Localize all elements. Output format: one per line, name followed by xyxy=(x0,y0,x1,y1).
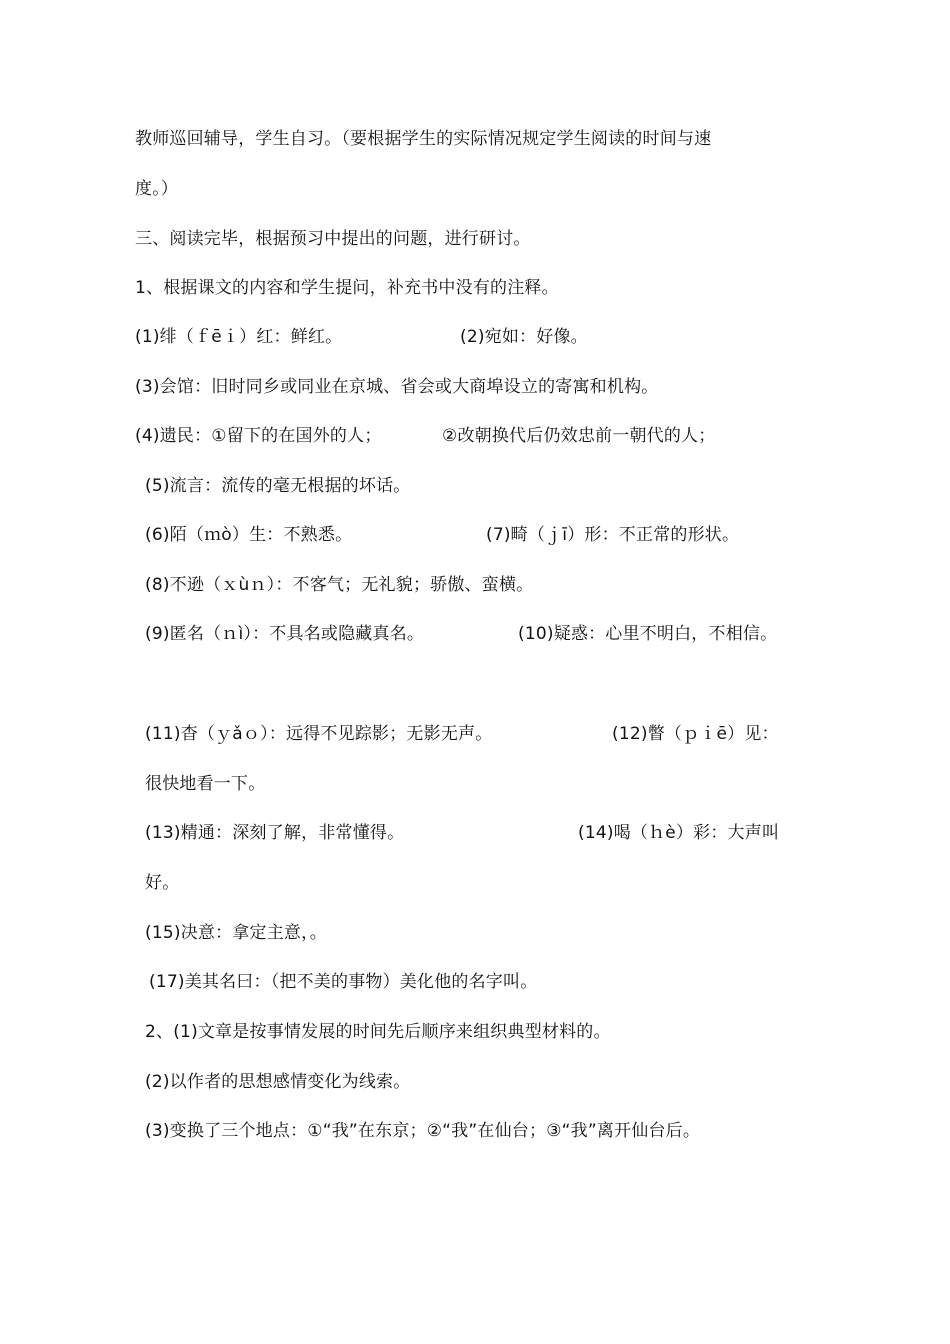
annotation-item: (9)匿名（ｎì）：不具名或隐藏真名。 xyxy=(145,624,425,644)
section-heading: 三、阅读完毕，根据预习中提出的问题，进行研讨。 xyxy=(135,229,531,249)
annotation-item: (3)会馆：旧时同乡或同业在京城、省会或大商埠设立的寄寓和机构。 xyxy=(135,377,659,397)
annotation-item: (10)疑惑：心里不明白，不相信。 xyxy=(518,624,778,644)
annotation-item: (4)遗民：①留下的在国外的人； xyxy=(135,426,382,446)
annotation-item: 很快地看一下。 xyxy=(145,774,266,794)
annotation-item: (15)决意：拿定主意，。 xyxy=(145,923,327,943)
annotation-item: (6)陌（ｍò）生：不熟悉。 xyxy=(145,525,353,545)
annotation-item: (17)美其名曰：（把不美的事物）美化他的名字叫。 xyxy=(149,972,538,992)
annotation-item: (12)瞥（ｐｉē）见： xyxy=(612,724,779,744)
text-line: (2)以作者的思想感情变化为线索。 xyxy=(145,1072,411,1092)
annotation-item: (1)绯（ｆēｉ）红：鲜红。 xyxy=(135,327,343,347)
text-line: (3)变换了三个地点：①“我”在东京；②“我”在仙台；③“我”离开仙台后。 xyxy=(145,1121,701,1141)
annotation-item: (5)流言：流传的毫无根据的坏话。 xyxy=(145,476,411,496)
annotation-item: ②改朝换代后仍效忠前一朝代的人； xyxy=(442,426,716,446)
text-line: 度。） xyxy=(135,179,179,199)
annotation-item: (8)不逊（ｘùｎ）：不客气；无礼貌；骄傲、蛮横。 xyxy=(145,575,534,595)
annotation-item: (13)精通：深刻了解，非常懂得。 xyxy=(145,823,405,843)
annotation-item: 好。 xyxy=(145,873,180,893)
text-line: 2、(1)文章是按事情发展的时间先后顺序来组织典型材料的。 xyxy=(145,1022,611,1042)
annotation-item: (2)宛如：好像。 xyxy=(460,327,588,347)
text-line: 1、根据课文的内容和学生提问，补充书中没有的注释。 xyxy=(135,278,559,298)
text-line: 教师巡回辅导，学生自习。（要根据学生的实际情况规定学生阅读的时间与速 xyxy=(135,129,712,149)
annotation-item: (11)杳（ｙǎｏ）：远得不见踪影；无影无声。 xyxy=(145,724,493,744)
annotation-item: (7)畸（ｊī）形：不正常的形状。 xyxy=(486,525,740,545)
annotation-item: (14)喝（ｈè）彩：大声叫 xyxy=(578,823,780,843)
